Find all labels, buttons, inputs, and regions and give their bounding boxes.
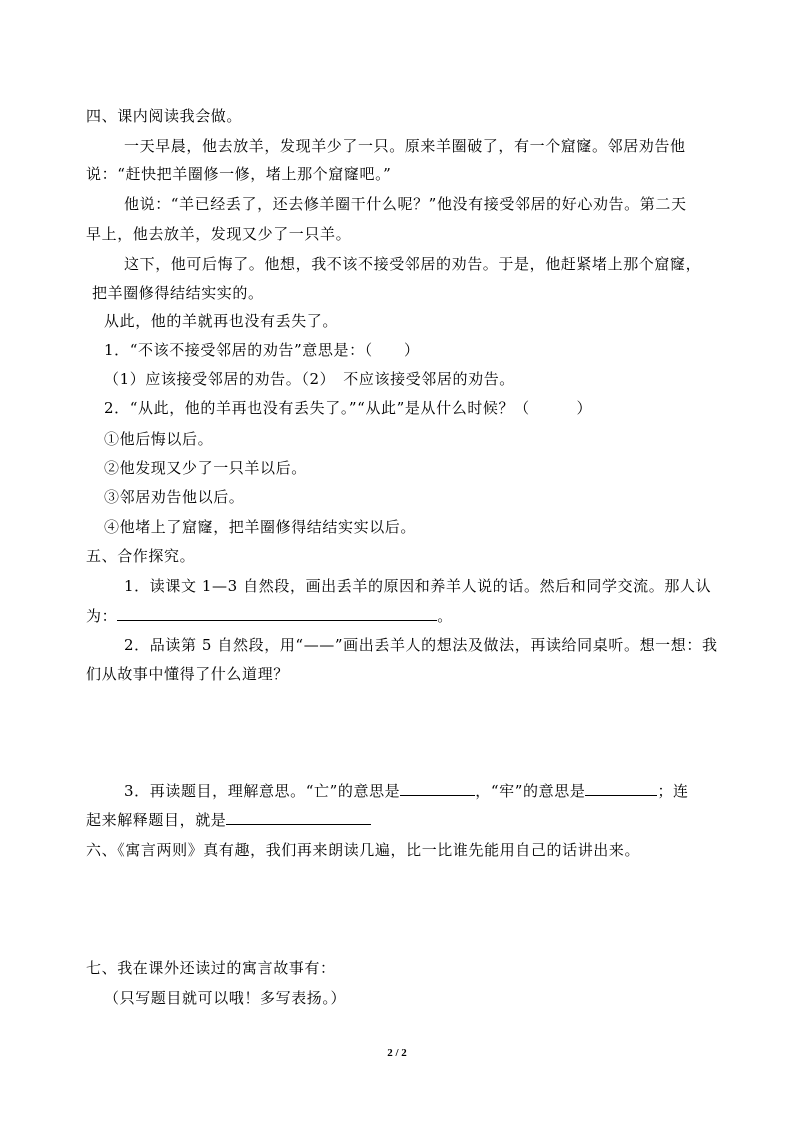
passage-p2-line1: 他说：“羊已经丢了，还去修羊圈干什么呢？”他没有接受邻居的好心劝告。第二天 <box>124 195 687 213</box>
passage-p3-line2: 把羊圈修得结结实实的。 <box>92 284 264 302</box>
task-1-suffix: 。 <box>437 607 453 625</box>
task-3-line2 <box>86 810 371 830</box>
question-2-option-4: ④他堵上了窟窿，把羊圈修得结结实实以后。 <box>104 518 417 536</box>
passage-p3-line1: 这下，他可后悔了。他想，我不该不接受邻居的劝告。于是，他赶紧堵上那个窟窿， <box>124 255 702 273</box>
answer-blank-1[interactable] <box>117 606 437 621</box>
task-1-line2 <box>86 606 453 626</box>
task-3-line1 <box>124 781 689 801</box>
question-2: 2．“从此，他的羊再也没有丢失了。”“从此”是从什么时候？（ ） <box>104 399 593 417</box>
task-2-line2: 们从故事中懂得了什么道理？ <box>86 665 289 683</box>
question-2-option-3: ③邻居劝告他以后。 <box>104 488 245 506</box>
passage-p4: 从此，他的羊就再也没有丢失了。 <box>104 312 339 330</box>
task-3-l2-text: 起来解释题目，就是 <box>86 811 227 829</box>
section-4-heading: 四、课内阅读我会做。 <box>86 107 243 125</box>
section-6-heading: 六、《寓言两则》真有趣，我们再来朗读几遍，比一比谁先能用自己的话讲出来。 <box>86 841 641 859</box>
task-2-line1: 2．品读第 5 自然段，用“——”画出丢羊人的想法及做法，再读给同桌听。想一想：我 <box>124 636 718 654</box>
question-1-options: （1）应该接受邻居的劝告。（2） 不应该接受邻居的劝告。 <box>104 370 515 388</box>
answer-blank-lao[interactable] <box>585 781 657 796</box>
section-7-note: （只写题目就可以哦！多写表扬。） <box>104 989 347 1007</box>
section-7-heading: 七、我在课外还读过的寓言故事有： <box>86 959 336 977</box>
task-3-part-b: ，“牢”的意思是 <box>475 782 586 800</box>
question-1: 1．“不该不接受邻居的劝告”意思是：（ ） <box>104 341 420 359</box>
task-1-prefix: 为： <box>86 607 118 625</box>
answer-blank-title[interactable] <box>226 810 371 825</box>
passage-p1-line1: 一天早晨，他去放羊，发现羊少了一只。原来羊圈破了，有一个窟窿。邻居劝告他 <box>124 137 686 155</box>
section-5-heading: 五、合作探究。 <box>86 547 196 565</box>
question-2-option-2: ②他发现又少了一只羊以后。 <box>104 459 307 477</box>
task-3-part-a: 3．再读题目，理解意思。“亡”的意思是 <box>124 782 401 800</box>
task-1-line1: 1．读课文 1—3 自然段，画出丢羊的原因和养羊人说的话。然后和同学交流。那人认 <box>124 577 712 595</box>
answer-blank-wang[interactable] <box>400 781 475 796</box>
passage-p1-line2: 说：“赶快把羊圈修一修，堵上那个窟窿吧。” <box>86 165 392 183</box>
page-number: 2 / 2 <box>387 1047 407 1059</box>
passage-p2-line2: 早上，他去放羊，发现又少了一只羊。 <box>86 225 352 243</box>
question-2-option-1: ①他后悔以后。 <box>104 430 214 448</box>
task-3-part-c: ；连 <box>657 782 689 800</box>
